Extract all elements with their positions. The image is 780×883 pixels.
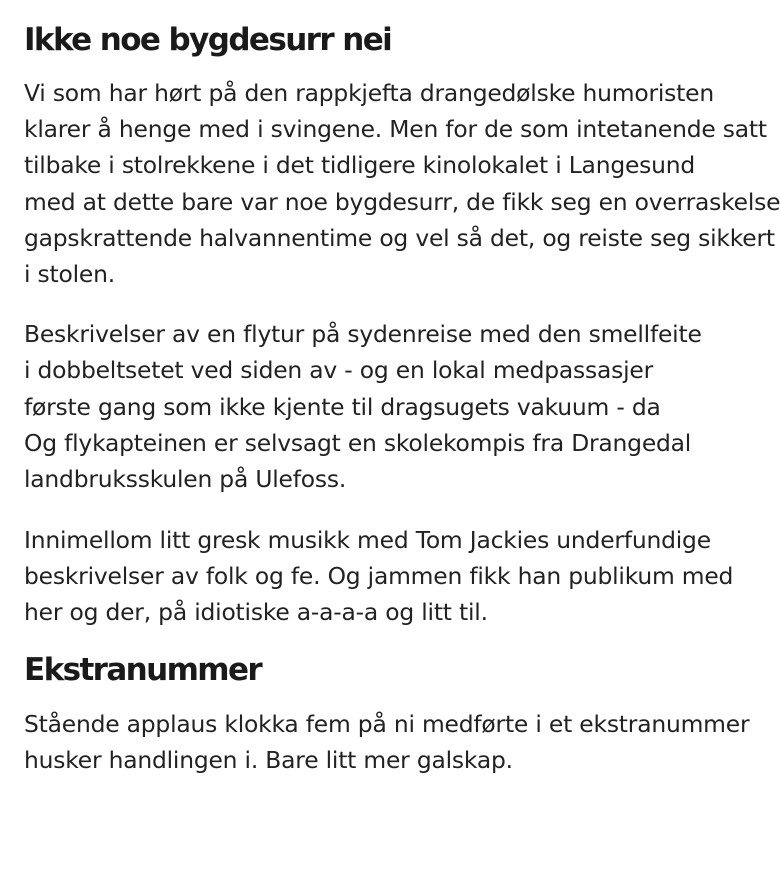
paragraph-line: Innimellom litt gresk musikk med Tom Jackies underfundige xyxy=(24,526,711,555)
paragraph-line: husker handlingen i. Bare litt mer galskap. xyxy=(24,745,513,774)
paragraph-line: tilbake i stolrekkene i det tidligere kinolokalet i Langesund xyxy=(24,151,696,180)
paragraph-line: Vi som har hørt på den rappkjefta drangedølske humoristen xyxy=(24,79,714,107)
article-body xyxy=(24,0,780,778)
paragraph-line: med at dette bare var noe bygdesurr, de fikk seg en overraskelse xyxy=(24,187,780,216)
paragraph-line: i dobbeltsetet ved siden av - og en lokal medpassasjer xyxy=(24,356,654,385)
paragraph-line: første gang som ikke kjente til dragsugets vakuum - da xyxy=(24,392,661,421)
section-heading: Ikke noe bygdesurr nei xyxy=(24,22,392,58)
paragraph-line: klarer å henge med i svingene. Men for de som intetanende satt xyxy=(24,115,767,144)
paragraph xyxy=(24,706,750,778)
paragraph-line: i stolen. xyxy=(24,259,115,288)
paragraph-line: Og flykapteinen er selvsagt en skolekompis fra Drangedal xyxy=(24,428,692,457)
section-heading: Ekstranummer xyxy=(24,651,262,688)
paragraph xyxy=(24,522,734,631)
paragraph-line: her og der, på idiotiske a-a-a-a og litt til. xyxy=(24,598,488,627)
paragraph xyxy=(24,75,780,292)
paragraph xyxy=(24,316,702,497)
paragraph-line: Stående applaus klokka fem på ni medførte i et ekstranummer xyxy=(24,709,750,738)
paragraph-line: gapskrattende halvannentime og vel så det, og reiste seg sikkert xyxy=(24,223,775,252)
paragraph-line: landbruksskulen på Ulefoss. xyxy=(24,464,347,493)
paragraph-line: Beskrivelser av en flytur på sydenreise med den smellfeite xyxy=(24,320,702,349)
paragraph-line: beskrivelser av folk og fe. Og jammen fikk han publikum med xyxy=(24,562,734,591)
